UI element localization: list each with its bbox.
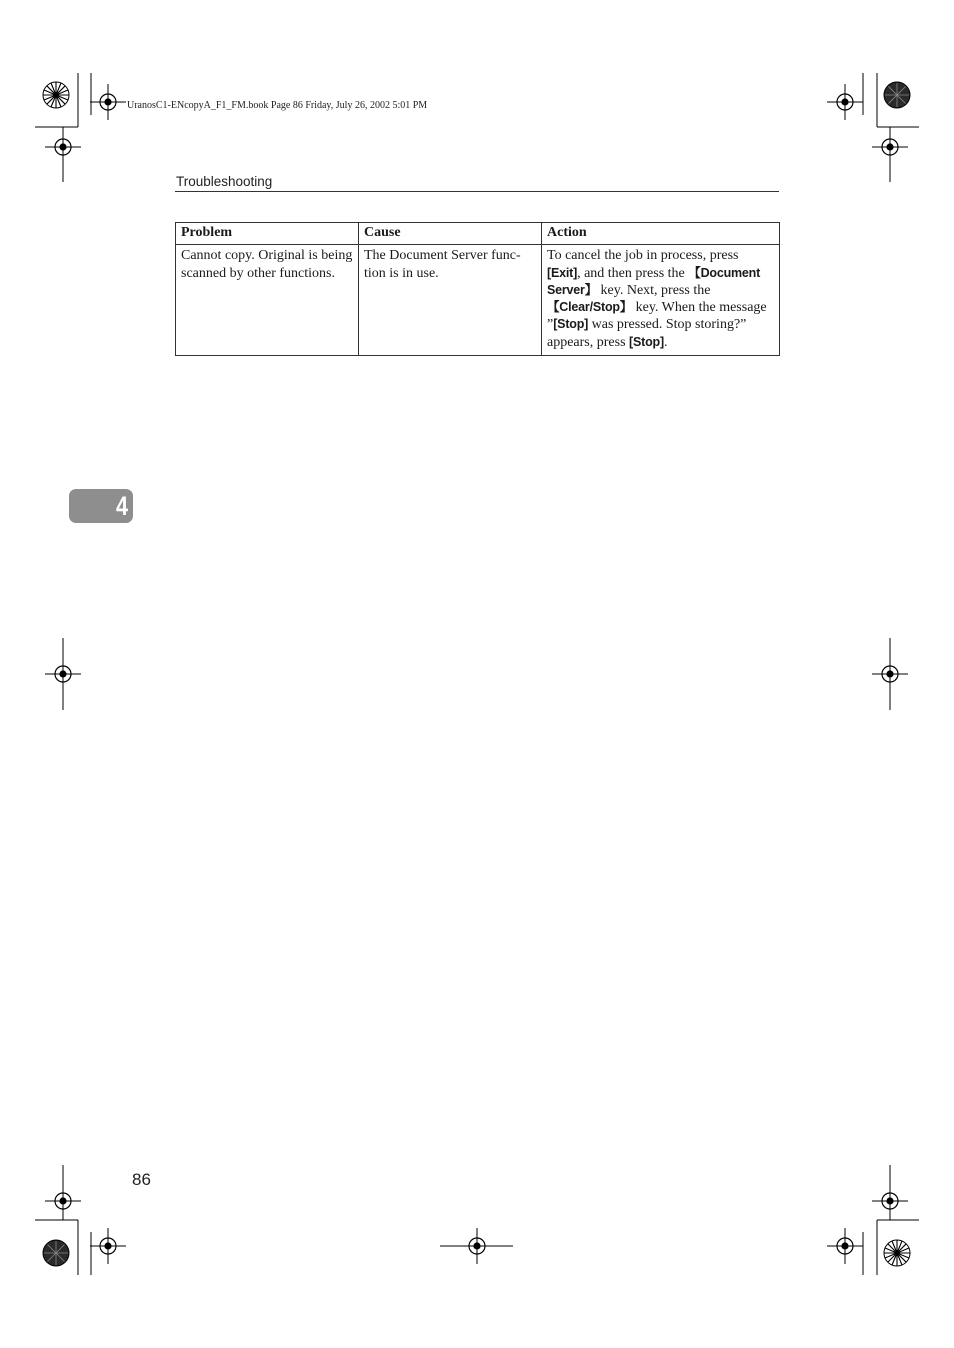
registration-mark <box>872 1183 908 1219</box>
action-text: . <box>663 334 668 350</box>
action-cell <box>542 245 780 356</box>
document-server-key-label: 【Document Server】 <box>547 265 761 297</box>
table-header-row <box>176 223 780 245</box>
action-text: was pressed. Stop storing?” appears, press <box>547 317 747 350</box>
action-text: key. When the message ” <box>547 300 767 333</box>
running-head: Troubleshooting <box>176 174 273 189</box>
registration-mark <box>45 129 81 165</box>
registration-mark <box>45 1183 81 1219</box>
color-wheel-mark-bottom-left <box>43 1240 69 1266</box>
cause-cell: The Document Server func-tion is in use. <box>359 245 542 356</box>
registration-mark <box>90 84 126 120</box>
chapter-number: 4 <box>115 491 128 521</box>
column-header-problem: Problem <box>176 223 359 245</box>
print-info-slug: UranosC1-ENcopyA_F1_FM.book Page 86 Friday, July 26, 2002 5:01 PM <box>127 100 428 111</box>
action-text: To cancel the job in process, press <box>547 248 739 264</box>
action-text: , and then press the <box>577 265 689 281</box>
column-header-action: Action <box>542 223 780 245</box>
problem-cell: Cannot copy. Original is being scanned by other functions. <box>176 245 359 356</box>
running-head-rule <box>175 191 779 192</box>
table-row <box>176 245 780 356</box>
stop-key-label: [Stop] <box>629 334 664 349</box>
column-header-cause: Cause <box>359 223 542 245</box>
registration-mark <box>45 656 81 692</box>
troubleshooting-table <box>175 222 780 356</box>
registration-mark <box>90 1228 126 1264</box>
color-wheel-mark-bottom-right <box>884 1240 910 1266</box>
stop-key-label: [Stop] <box>553 317 589 332</box>
chapter-tab <box>69 489 133 523</box>
registration-mark <box>827 84 863 120</box>
exit-key-label: [Exit] <box>547 265 578 280</box>
color-wheel-mark-top-right <box>884 82 910 108</box>
registration-mark <box>872 656 908 692</box>
action-text: key. Next, press the <box>597 282 711 298</box>
registration-mark <box>459 1228 495 1264</box>
registration-mark <box>827 1228 863 1264</box>
registration-mark <box>872 129 908 165</box>
color-wheel-mark-top-left <box>43 82 69 108</box>
page-number: 86 <box>132 1170 151 1189</box>
clear-stop-key-label: 【Clear/Stop】 <box>547 300 633 315</box>
